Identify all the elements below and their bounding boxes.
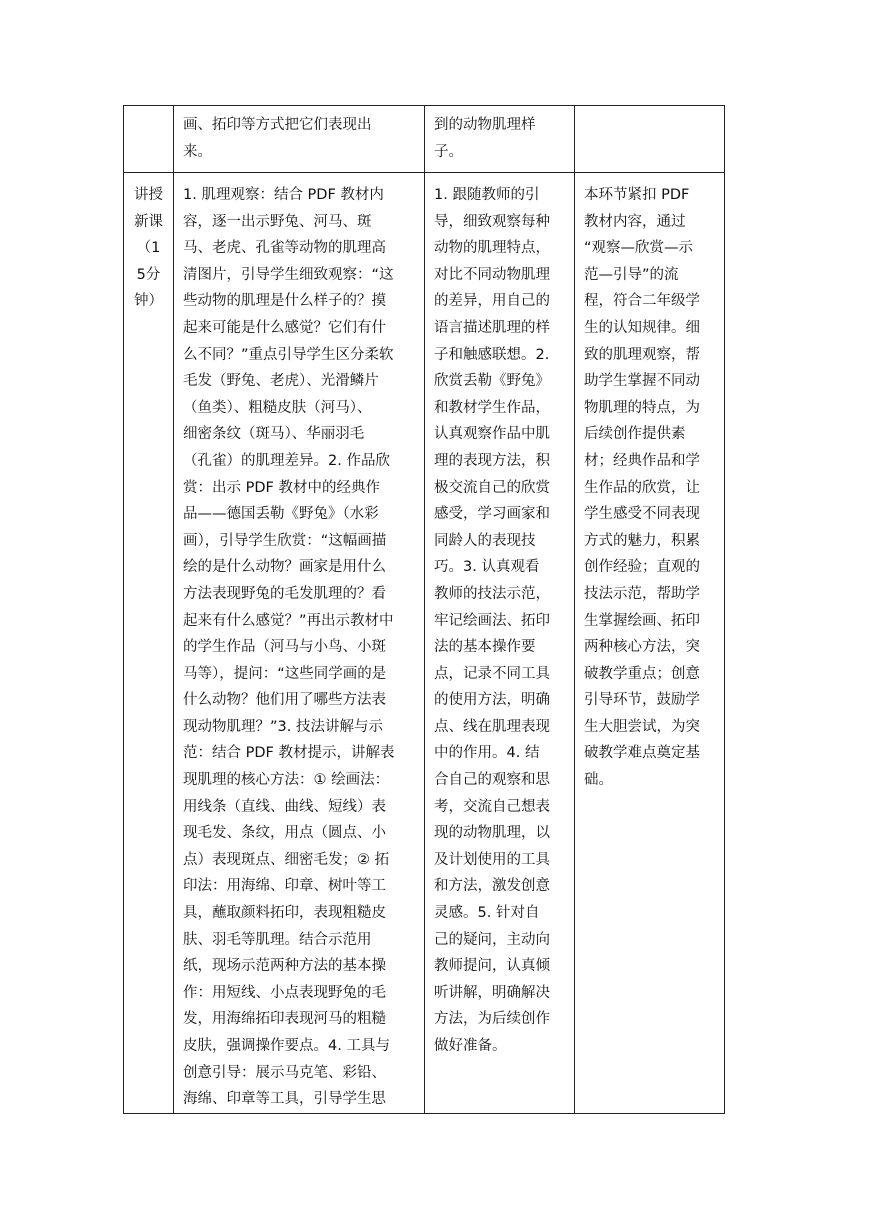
- student-activity-cell: 到的动物肌理样 子。: [425, 106, 575, 173]
- design-intent-cell: 本环节紧扣 PDF 教材内容，通过 “观察—欣赏—示 范—引导”的流 程，符合二年级学 生的认知规律。细 致的肌理观察，帮 助学生掌握不同动 物肌理的特点，为 后续创作提供素 材；经典作品和学 生作品的欣赏，让 学生感受不同表现 方式的魅力，积累 创作经验；直观的 技法示范，帮助学 生掌握绘画、拓印 两种核心方法，突 破教学重点；创意 引导环节，鼓励学 生大胆尝试，为突 破教学难点奠定基 础。: [575, 173, 725, 1114]
- teacher-activity-cell: 画、拓印等方式把它们表现出 来。: [174, 106, 425, 173]
- lesson-plan-table: [123, 105, 725, 1114]
- stage-cell: [124, 106, 174, 173]
- table-row: [124, 106, 725, 173]
- table-row: [124, 173, 725, 1114]
- stage-cell: 讲授 新课 （1 5分 钟）: [124, 173, 174, 1114]
- teacher-activity-cell: 1. 肌理观察：结合 PDF 教材内 容，逐一出示野兔、河马、斑 马、老虎、孔雀等动物的肌理高 清图片，引导学生细致观察：“这 些动物的肌理是什么样子的？摸 起来可能是什么感觉？它们有什 么不同？”重点引导学生区分柔软 毛发（野兔、老虎）、光滑鳞片 （鱼类）、粗糙皮肤（河马）、 细密条纹（斑马）、华丽羽毛 （孔雀）的肌理差异。2. 作品欣 赏：出示 PDF 教材中的经典作 品——德国丢勒《野兔》（水彩 画），引导学生欣赏：“这幅画描 绘的是什么动物？画家是用什么 方法表现野兔的毛发肌理的？看 起来有什么感觉？”再出示教材中 的学生作品（河马与小鸟、小斑 马等），提问：“这些同学画的是 什么动物？他们用了哪些方法表 现动物肌理？”3. 技法讲解与示 范：结合 PDF 教材提示，讲解表 现肌理的核心方法：① 绘画法： 用线条（直线、曲线、短线）表 现毛发、条纹，用点（圆点、小 点）表现斑点、细密毛发；② 拓 印法：用海绵、印章、树叶等工 具，蘸取颜料拓印，表现粗糙皮 肤、羽毛等肌理。结合示范用 纸，现场示范两种方法的基本操 作：用短线、小点表现野兔的毛 发，用海绵拓印表现河马的粗糙 皮肤，强调操作要点。4. 工具与 创意引导：展示马克笔、彩铅、 海绵、印章等工具，引导学生思: [174, 173, 425, 1114]
- student-activity-cell: 1. 跟随教师的引 导，细致观察每种 动物的肌理特点， 对比不同动物肌理 的差异，用自己的 语言描述肌理的样 子和触感联想。2. 欣赏丢勒《野兔》 和教材学生作品， 认真观察作品中肌 理的表现方法，积 极交流自己的欣赏 感受，学习画家和 同龄人的表现技 巧。3. 认真观看 教师的技法示范， 牢记绘画法、拓印 法的基本操作要 点，记录不同工具 的使用方法，明确 点、线在肌理表现 中的作用。4. 结 合自己的观察和思 考，交流自己想表 现的动物肌理，以 及计划使用的工具 和方法，激发创意 灵感。5. 针对自 己的疑问，主动向 教师提问，认真倾 听讲解，明确解决 方法，为后续创作 做好准备。: [425, 173, 575, 1114]
- design-intent-cell: [575, 106, 725, 173]
